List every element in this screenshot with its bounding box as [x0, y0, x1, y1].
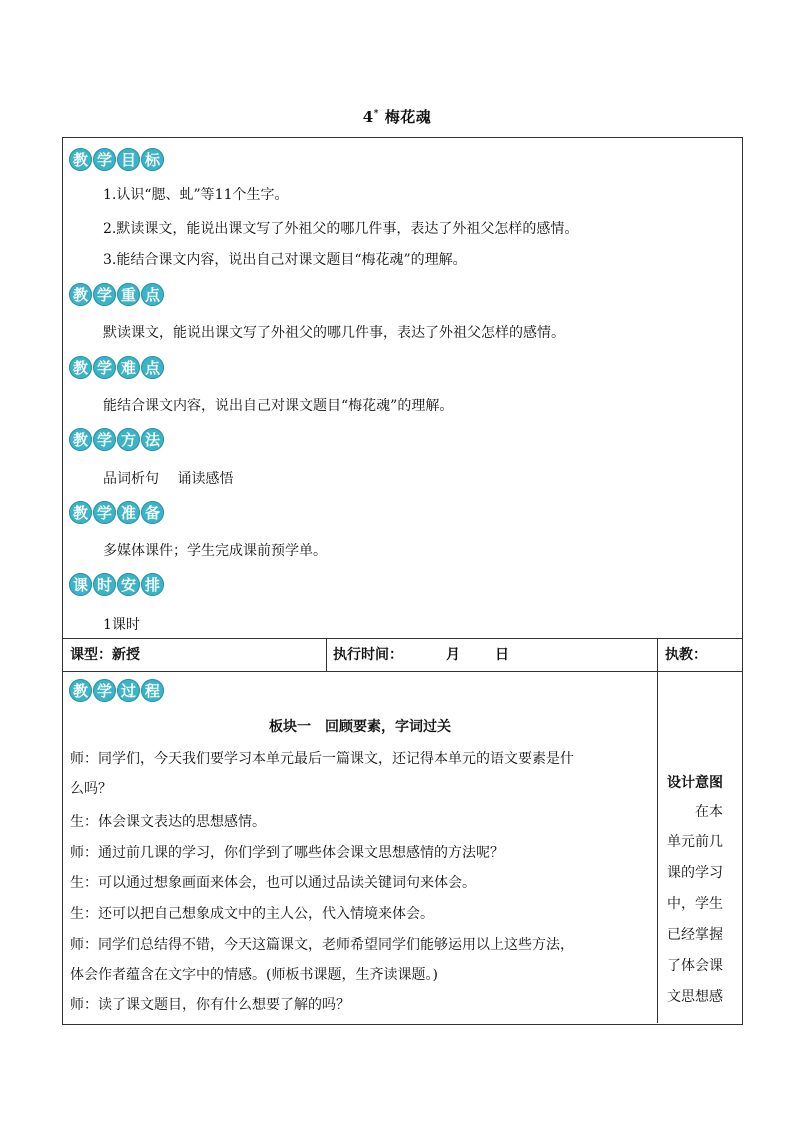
difficulties-text: 能结合课文内容，说出自己对课文题目“梅花魂”的理解。 [103, 398, 454, 414]
divider [326, 638, 327, 671]
dialogue-line: 师：同学们，今天我们要学习本单元最后一篇课文，还记得本单元的语文要素是什 [70, 751, 574, 767]
day-label: 日 [495, 647, 509, 663]
teacher-label: 执教： [665, 647, 707, 663]
execution-time-label: 执行时间： [333, 647, 403, 663]
process-heading-badge: 教 学 过 程 [69, 679, 164, 702]
dialogue-line: 体会作者蕴含在文字中的情感。(师板书课题，生齐读课题。) [70, 967, 438, 983]
dialogue-line: 师：通过前几课的学习，你们学到了哪些体会课文思想感情的方法呢？ [70, 845, 504, 861]
design-intent-line: 课的学习 [667, 865, 723, 881]
page-title [0, 106, 794, 127]
preparation-heading-badge: 教 学 准 备 [69, 501, 164, 524]
design-intent-line: 已经掌握 [667, 927, 723, 943]
dialogue-line: 师：同学们总结得不错，今天这篇课文，老师希望同学们能够运用以上这些方法， [70, 937, 574, 953]
design-intent-line: 单元前几 [667, 834, 723, 850]
schedule-text: 1课时 [103, 617, 140, 633]
title-number: 4 [362, 108, 374, 126]
key-points-text: 默读课文，能说出课文写了外祖父的哪几件事，表达了外祖父怎样的感情。 [103, 325, 565, 341]
dialogue-line: 生：还可以把自己想象成文中的主人公，代入情境来体会。 [70, 906, 434, 922]
title-mark: * [373, 109, 379, 119]
lesson-type: 课型：新授 [70, 647, 140, 663]
design-intent-line: 文思想感 [667, 989, 723, 1005]
goal-item: 1.认识“腮、虬”等11个生字。 [103, 187, 289, 203]
methods-text: 品词析句 诵读感悟 [103, 471, 234, 487]
dialogue-line: 生：体会课文表达的思想感情。 [70, 814, 266, 830]
key-points-heading-badge: 教 学 重 点 [69, 283, 164, 306]
lesson-plan-table [62, 137, 743, 1025]
design-intent-line: 了体会课 [667, 958, 723, 974]
title-text: 梅花魂 [384, 108, 432, 126]
design-intent-line: 中，学生 [667, 896, 723, 912]
dialogue-line: 师：读了课文题目，你有什么想要了解的吗？ [70, 997, 350, 1013]
goal-item: 2.默读课文，能说出课文写了外祖父的哪几件事，表达了外祖父怎样的感情。 [103, 221, 579, 237]
section-title: 板块一 回顾要素，字词过关 [269, 719, 451, 735]
difficulties-heading-badge: 教 学 难 点 [69, 356, 164, 379]
divider [657, 671, 658, 1023]
objectives-section [63, 138, 742, 639]
goal-item: 3.能结合课文内容，说出自己对课文题目“梅花魂”的理解。 [103, 252, 467, 268]
lesson-meta-row [63, 638, 742, 672]
design-intent-heading: 设计意图 [667, 775, 723, 791]
goals-heading-badge: 教 学 目 标 [69, 148, 164, 171]
dialogue-line: 生：可以通过想象画面来体会，也可以通过品读关键词句来体会。 [70, 875, 476, 891]
schedule-heading-badge: 课 时 安 排 [69, 573, 164, 596]
divider [657, 638, 658, 671]
month-label: 月 [446, 647, 460, 663]
dialogue-line: 么吗？ [70, 781, 112, 797]
preparation-text: 多媒体课件；学生完成课前预学单。 [103, 543, 327, 559]
design-intent-line: 在本 [695, 804, 723, 820]
teaching-process-section [63, 672, 742, 1022]
methods-heading-badge: 教 学 方 法 [69, 428, 164, 451]
